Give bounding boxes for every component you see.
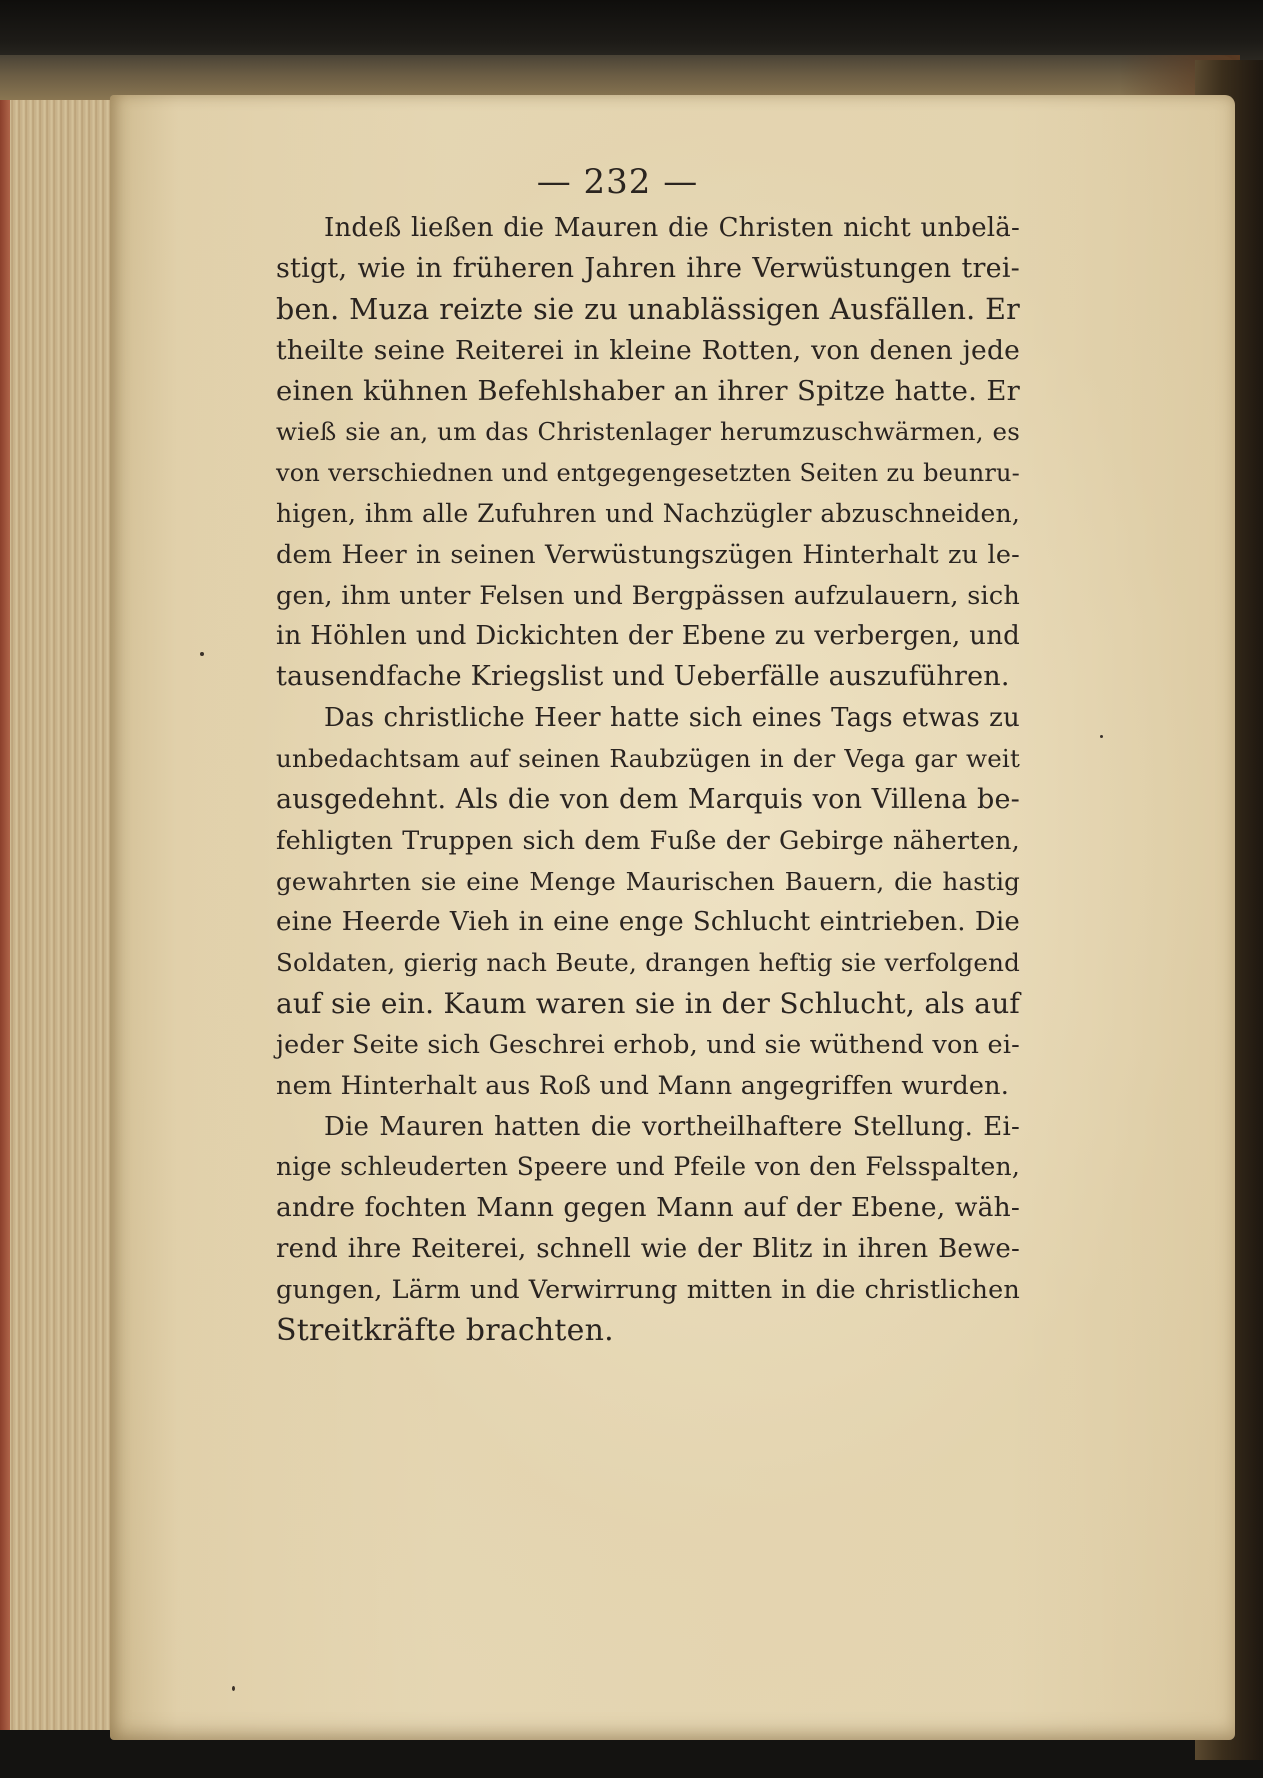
text-line: wieß sie an, um das Christenlager herumzuschwärmen, es [276, 417, 1020, 447]
text-line: nem Hinterhalt aus Roß und Mann angegriffen wurden. [276, 1070, 1010, 1101]
text-line: higen, ihm alle Zufuhren und Nachzügler abzuschneiden, [276, 498, 1020, 528]
text-line: andre fochten Mann gegen Mann auf der Ebene, wäh- [276, 1192, 1020, 1224]
paper-speck [200, 652, 204, 656]
text-line: von verschiednen und entgegengesetzten Seiten zu beunru- [276, 459, 1020, 488]
red-page-edge [0, 100, 10, 1730]
text-line: gen, ihm unter Felsen und Bergpässen aufzulauern, sich [276, 580, 1020, 611]
text-line: unbedachtsam auf seinen Raubzügen in der Vega gar weit [276, 743, 1020, 773]
paper-speck [232, 1686, 235, 1691]
text-line: Das christliche Heer hatte sich eines Tags etwas zu [324, 703, 1020, 734]
text-line: Soldaten, gierig nach Beute, drangen heftig sie verfolgend [276, 948, 1020, 978]
text-line: Indeß ließen die Mauren die Christen nicht unbelä- [324, 213, 1020, 243]
text-line: tausendfache Kriegslist und Ueberfälle auszuführen. [276, 661, 1010, 693]
text-line: theilte seine Reiterei in kleine Rotten, von denen jede [276, 334, 1020, 366]
text-line: Streitkräfte brachten. [276, 1312, 614, 1348]
dark-background [0, 0, 1263, 60]
text-line: nige schleuderten Speere und Pfeile von den Felsspalten, [276, 1152, 1020, 1182]
text-line: eine Heerde Vieh in eine enge Schlucht eintrieben. Die [276, 907, 1020, 938]
text-line: gungen, Lärm und Verwirrung mitten in die christlichen [276, 1274, 1020, 1305]
text-line: in Höhlen und Dickichten der Ebene zu verbergen, und [276, 621, 1020, 652]
book-top-edge [0, 55, 1240, 100]
text-line: ben. Muza reizte sie zu unablässigen Ausfällen. Er [276, 292, 1020, 326]
text-line: jeder Seite sich Geschrei erhob, und sie wüthend von ei- [276, 1029, 1020, 1060]
text-line: Die Mauren hatten die vortheilhaftere Stellung. Ei- [324, 1111, 1020, 1142]
text-line: gewahrten sie eine Menge Maurischen Bauern, die hastig [276, 866, 1020, 896]
text-line: einen kühnen Befehlshaber an ihrer Spitze hatte. Er [276, 375, 1020, 408]
text-line: rend ihre Reiterei, schnell wie der Blitz in ihren Bewe- [276, 1234, 1020, 1265]
paper-speck [1100, 735, 1103, 738]
page-number: — 232 — [536, 162, 699, 202]
text-line: auf sie ein. Kaum waren sie in der Schlucht, als auf [276, 987, 1020, 1021]
text-line: fehligten Truppen sich dem Fuße der Gebirge näherten, [276, 825, 1020, 856]
text-line: stigt, wie in früheren Jahren ihre Verwüstungen trei- [276, 252, 1020, 284]
body-text [276, 208, 1020, 1352]
text-line: dem Heer in seinen Verwüstungszügen Hinterhalt zu le- [276, 539, 1020, 570]
text-line: ausgedehnt. Als die von dem Marquis von Villena be- [276, 783, 1020, 815]
